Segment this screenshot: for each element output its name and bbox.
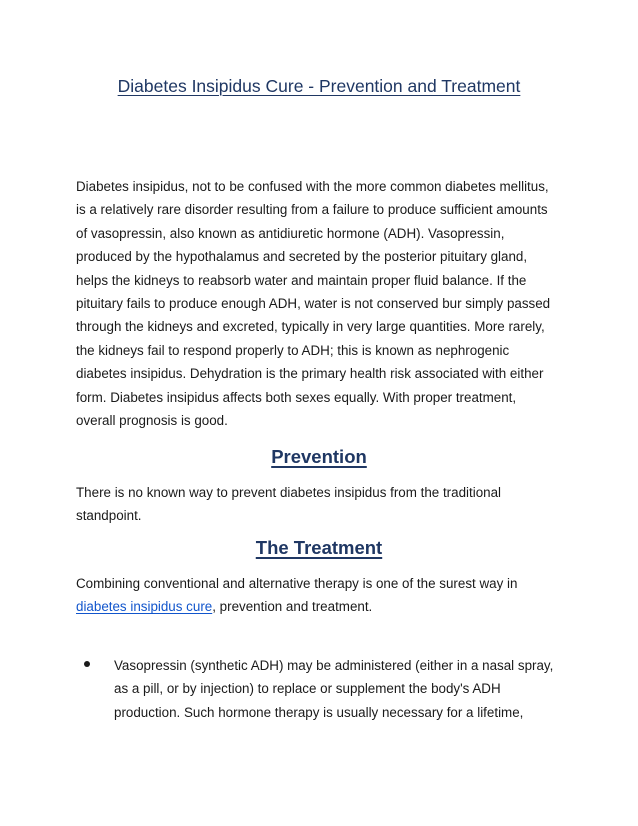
treatment-line [76,595,566,618]
intro-line: pituitary fails to produce enough ADH, water is not conserved bur simply passed [76,295,551,311]
intro-line: helps the kidneys to reabsorb water and maintain proper fluid balance. If the [76,272,527,288]
prevention-line: There is no known way to prevent diabetes insipidus from the traditional [76,485,502,500]
treatment-heading: The Treatment [255,537,383,558]
bullet-line: as a pill, or by injection) to replace or supplement the body's ADH [114,681,501,697]
treatment-bullet-list [76,654,576,724]
intro-line: diabetes insipidus. Dehydration is the primary health risk associated with either [76,366,544,382]
intro-line: is a relatively rare disorder resulting from a failure to produce sufficient amounts [76,202,548,218]
intro-line: overall prognosis is good. [76,412,228,428]
intro-line: of vasopressin, also known as antidiuretic hormone (ADH). Vasopressin, [76,225,505,241]
prevention-heading: Prevention [271,446,367,467]
document-title: Diabetes Insipidus Cure - Prevention and Treatment [117,76,521,96]
bullet-line: production. Such hormone therapy is usually necessary for a lifetime, [114,704,524,720]
treatment-paragraph [76,572,566,619]
prevention-line: standpoint. [76,508,142,524]
intro-line: produced by the hypothalamus and secreted by the posterior pituitary gland, [76,249,528,265]
intro-line: Diabetes insipidus, not to be confused with the more common diabetes mellitus, [76,179,549,194]
intro-line: form. Diabetes insipidus affects both sexes equally. With proper treatment, [76,389,517,405]
treatment-line-suffix: , prevention and treatment. [212,599,373,615]
bullet-icon [84,661,90,667]
bullet-line: Vasopressin (synthetic ADH) may be administered (either in a nasal spray, [114,658,554,673]
intro-line: the kidneys fail to respond properly to ADH; this is known as nephrogenic [76,342,510,358]
prevention-paragraph [76,481,566,528]
intro-line: through the kidneys and excreted, typically in very large quantities. More rarely, [76,319,545,335]
list-item [76,654,576,724]
diabetes-insipidus-cure-link[interactable]: diabetes insipidus cure [76,599,213,615]
intro-paragraph [76,175,566,432]
treatment-line: Combining conventional and alternative therapy is one of the surest way in [76,576,518,591]
